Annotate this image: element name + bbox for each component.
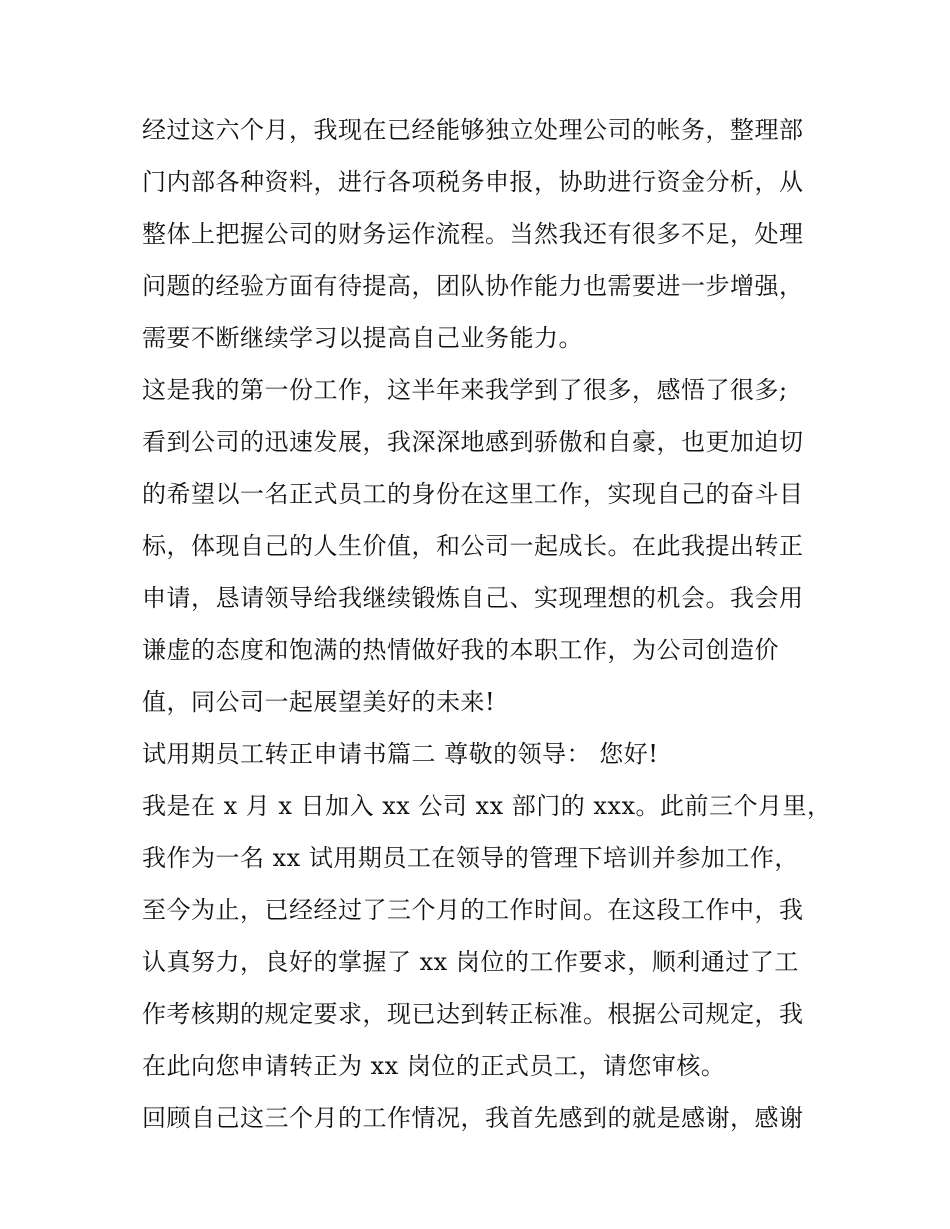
- text-line: 这是我的第一份工作，这半年来我学到了很多，感悟了很多;: [142, 376, 788, 404]
- text-line: 至今为止，已经经过了三个月的工作时间。在这段工作中，我: [142, 896, 804, 924]
- text-line: 问题的经验方面有待提高，团队协作能力也需要进一步增强，: [142, 272, 804, 300]
- text-line: 标，体现自己的人生价值，和公司一起成长。在此我提出转正: [142, 532, 804, 560]
- text-line: 作考核期的规定要求，现已达到转正标准。根据公司规定，我: [142, 1000, 804, 1028]
- section-heading-line: 试用期员工转正申请书篇二 尊敬的领导： 您好!: [142, 740, 659, 768]
- text-line: 认真努力，良好的掌握了 xx 岗位的工作要求，顺利通过了工: [142, 948, 799, 976]
- text-line: 我是在 x 月 x 日加入 xx 公司 xx 部门的 xxx。此前三个月里，: [142, 792, 832, 820]
- text-line: 需要不断继续学习以提高自己业务能力。: [142, 324, 583, 352]
- text-line: 我作为一名 xx 试用期员工在领导的管理下培训并参加工作，: [142, 844, 799, 872]
- text-line: 谦虚的态度和饱满的热情做好我的本职工作，为公司创造价: [142, 636, 779, 664]
- text-line: 看到公司的迅速发展，我深深地感到骄傲和自豪，也更加迫切: [142, 428, 804, 456]
- text-line: 经过这六个月，我现在已经能够独立处理公司的帐务，整理部: [142, 116, 804, 144]
- text-line: 申请，恳请领导给我继续锻炼自己、实现理想的机会。我会用: [142, 584, 804, 612]
- text-line: 在此向您申请转正为 xx 岗位的正式员工，请您审核。: [142, 1052, 726, 1080]
- text-line: 门内部各种资料，进行各项税务申报，协助进行资金分析，从: [142, 168, 804, 196]
- text-line: 的希望以一名正式员工的身份在这里工作，实现自己的奋斗目: [142, 480, 804, 508]
- text-line: 回顾自己这三个月的工作情况，我首先感到的就是感谢，感谢: [142, 1104, 804, 1132]
- text-line: 值，同公司一起展望美好的未来!: [142, 688, 496, 716]
- document-body: [142, 104, 832, 1144]
- text-line: 整体上把握公司的财务运作流程。当然我还有很多不足，处理: [142, 220, 804, 248]
